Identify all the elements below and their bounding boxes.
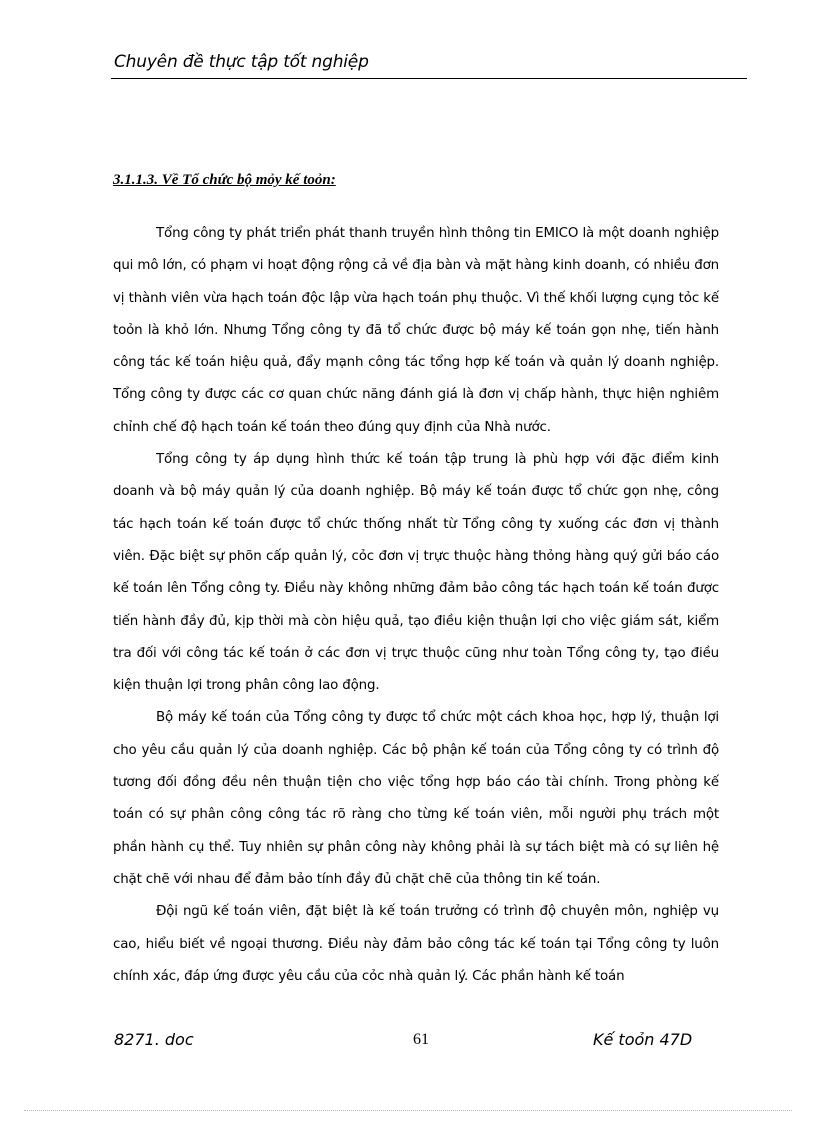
footer-filename: 8271. doc bbox=[114, 1030, 194, 1049]
paragraph-1: Tổng công ty phát triển phát thanh truyền hình thông tin EMICO là một doanh nghiệp qui mô lớn, có phạm vi hoạt động rộng cả về địa bàn và mặt hàng kinh doanh, có nhiều đơn vị thành viên vừa hạch toán độc lập vừa hạch toán phụ thuộc. Vì thế khối lượng cụng tỏc kế toỏn là khỏ lớn. Nhưng Tổng công ty đã tổ chức được bộ máy kế toán gọn nhẹ, tiến hành công tác kế toán hiệu quả, đẩy mạnh công tác tổng hợp kế toán và quản lý doanh nghiệp. Tổng công ty được các cơ quan chức năng đánh giá là đơn vị chấp hành, thực hiện nghiêm chỉnh chế độ hạch toán kế toán theo đúng quy định của Nhà nước. bbox=[113, 226, 719, 435]
page-bottom-edge bbox=[24, 1110, 792, 1111]
body-text bbox=[113, 218, 719, 993]
paragraph-2: Tổng công ty áp dụng hình thức kế toán tập trung là phù hợp với đặc điểm kinh doanh và bộ máy quản lý của doanh nghiệp. Bộ máy kế toán được tổ chức gọn nhẹ, công tác hạch toán kế toán được tổ chức thống nhất từ Tổng công ty xuống các đơn vị thành viên. Đặc biệt sự phõn cấp quản lý, cỏc đơn vị trực thuộc hàng thỏng hàng quý gửi báo cáo kế toán lên Tổng công ty. Điều này không những đảm bảo công tác hạch toán kế toán được tiến hành đầy đủ, kịp thời mà còn hiệu quả, tạo điều kiện thuận lợi cho việc giám sát, kiểm tra đối với công tác kế toán ở các đơn vị trực thuộc cũng như toàn Tổng công ty, tạo điều kiện thuận lợi trong phân công lao động. bbox=[113, 452, 719, 694]
footer-class-label: Kế toỏn 47D bbox=[593, 1030, 693, 1049]
header-divider bbox=[111, 78, 747, 79]
page-number: 61 bbox=[413, 1031, 429, 1048]
paragraph-3: Bộ máy kế toán của Tổng công ty được tổ chức một cách khoa học, hợp lý, thuận lợi cho yêu cầu quản lý của doanh nghiệp. Các bộ phận kế toán của Tổng công ty có trình độ tương đối đồng đều nên thuận tiện cho việc tổng hợp báo cáo tài chính. Trong phòng kế toán có sự phân công công tác rõ ràng cho từng kế toán viên, mỗi người phụ trách một phần hành cụ thể. Tuy nhiên sự phân công này không phải là sự tách biệt mà có sự liên hệ chặt chẽ với nhau để đảm bảo tính đầy đủ chặt chẽ của thông tin kế toán. bbox=[113, 710, 719, 887]
running-header-title: Chuyên đề thực tập tốt nghiệp bbox=[114, 52, 369, 72]
paragraph-4: Đội ngũ kế toán viên, đặt biệt là kế toán trưởng có trình độ chuyên môn, nghiệp vụ cao, hiểu biết về ngoại thương. Điều này đảm bảo công tác kế toán tại Tổng công ty luôn chính xác, đáp ứng được yêu cầu của cỏc nhà quản lý. Các phần hành kế toán bbox=[113, 904, 719, 984]
section-heading: 3.1.1.3. Về Tổ chức bộ mỏy kế toỏn: bbox=[113, 172, 336, 188]
